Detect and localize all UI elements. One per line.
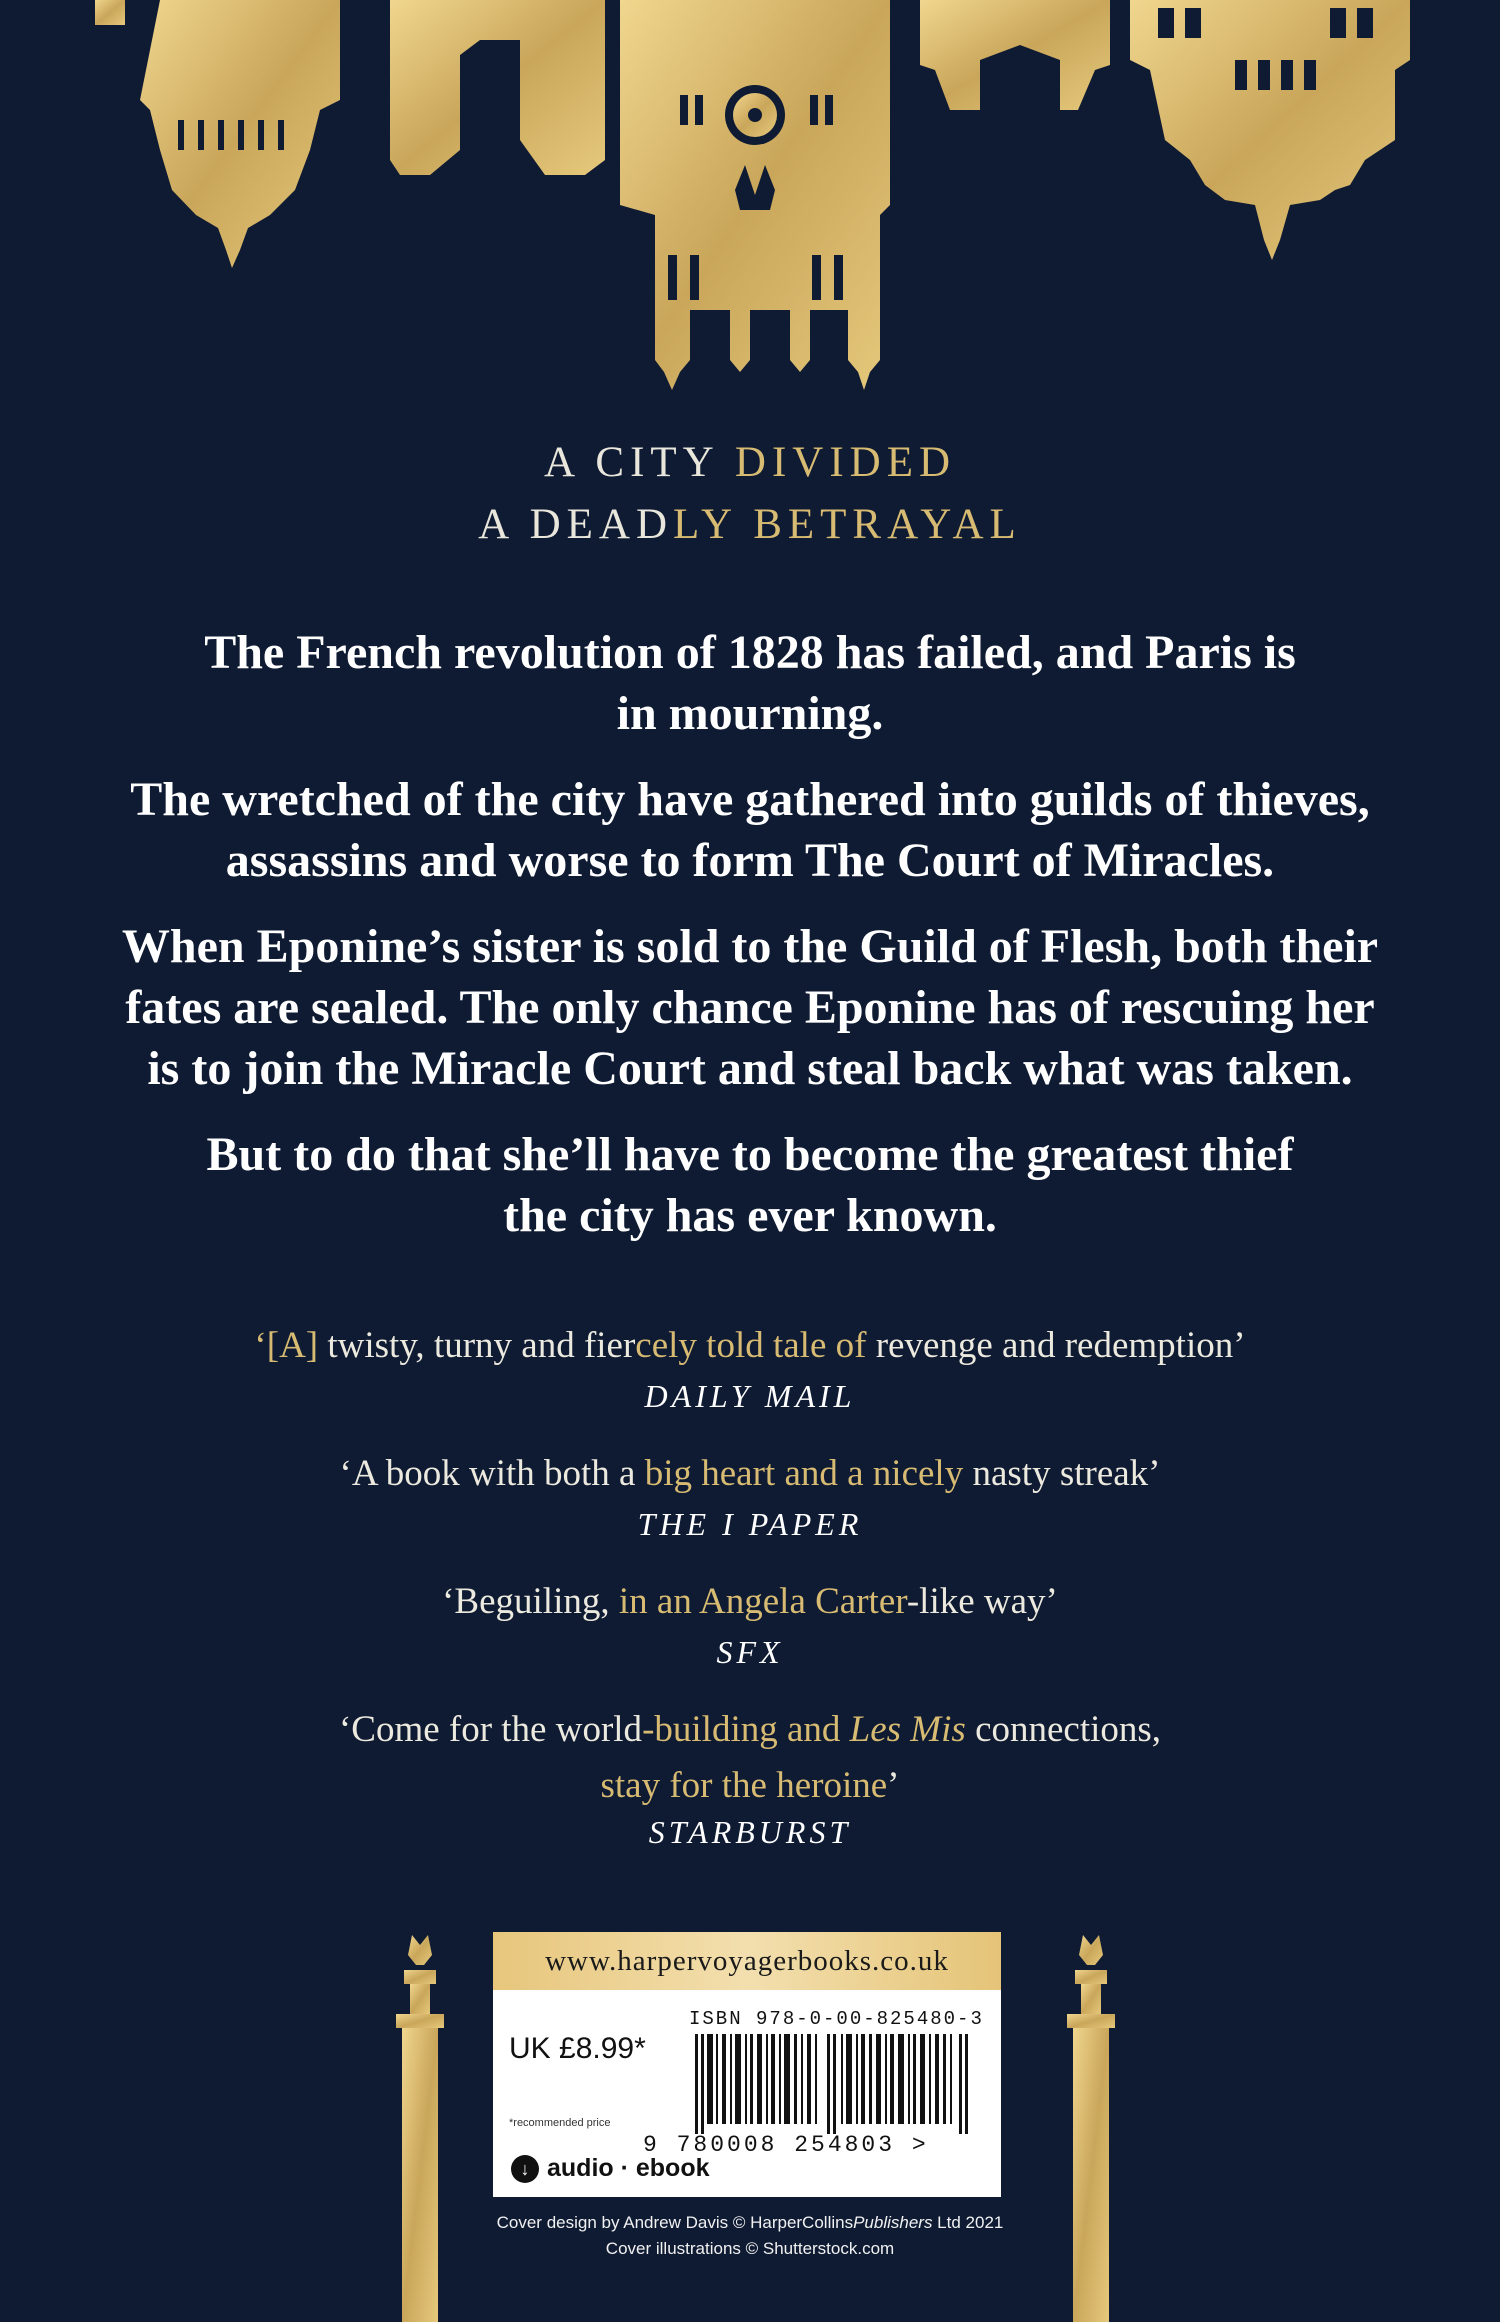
tagline bbox=[0, 432, 1500, 556]
credits-line-2: Cover illustrations © Shutterstock.com bbox=[605, 2239, 895, 2258]
left-column-icon bbox=[396, 1935, 444, 2322]
review-quote: ‘[A] twisty, turny and fiercely told tale of revenge and redemption’ bbox=[254, 1325, 1246, 1366]
price-label: UK £8.99* bbox=[509, 2032, 646, 2065]
blurb-paragraph: The French revolution of 1828 has failed, and Paris is in mourning. bbox=[204, 626, 1296, 740]
barcode-icon bbox=[689, 2034, 979, 2134]
review-quote: ‘Come for the world-building and Les Mis connections, bbox=[338, 1709, 1162, 1750]
review-quote: ‘A book with both a big heart and a nicely nasty streak’ bbox=[339, 1453, 1161, 1494]
tagline-line-1: A CITY DIVIDED bbox=[543, 439, 957, 486]
formats-label: ↓ audio · ebook bbox=[511, 2154, 710, 2183]
publisher-url[interactable]: www.harpervoyagerbooks.co.uk bbox=[493, 1932, 1001, 1990]
recommended-price-note: *recommended price bbox=[509, 2117, 611, 2129]
ean-number: 9 780008 254803 > bbox=[643, 2132, 929, 2158]
right-column-icon bbox=[1067, 1935, 1115, 2322]
review-source: THE I PAPER bbox=[637, 1506, 863, 1542]
credits bbox=[0, 2210, 1500, 2262]
download-icon: ↓ bbox=[511, 2155, 539, 2183]
tagline-line-2: A DEADLY BETRAYAL bbox=[478, 501, 1022, 548]
review-source: STARBURST bbox=[648, 1814, 852, 1850]
isbn-text: ISBN 978-0-00-825480-3 bbox=[689, 2008, 984, 2030]
review-source: DAILY MAIL bbox=[644, 1378, 856, 1414]
review-source: SFX bbox=[716, 1634, 784, 1670]
blurb-paragraph: But to do that she’ll have to become the greatest thief the city has ever known. bbox=[206, 1128, 1294, 1242]
blurb bbox=[110, 622, 1390, 1271]
review-quote: ‘Beguiling, in an Angela Carter-like way’ bbox=[442, 1581, 1058, 1622]
blurb-paragraph: The wretched of the city have gathered into guilds of thieves, assassins and worse to form The Court of Miracles. bbox=[130, 773, 1370, 887]
blurb-paragraph: When Eponine’s sister is sold to the Guild of Flesh, both their fates are sealed. The only chance Eponine has of rescuing her is to join the Miracle Court and steal back what was taken. bbox=[121, 920, 1379, 1095]
review-quotes bbox=[0, 1322, 1500, 1882]
credits-line-1: Cover design by Andrew Davis © HarperCollinsPublishers Ltd 2021 bbox=[496, 2213, 1004, 2232]
review-quote-line-2: stay for the heroine’ bbox=[600, 1765, 900, 1806]
barcode-panel bbox=[493, 1932, 1001, 2197]
